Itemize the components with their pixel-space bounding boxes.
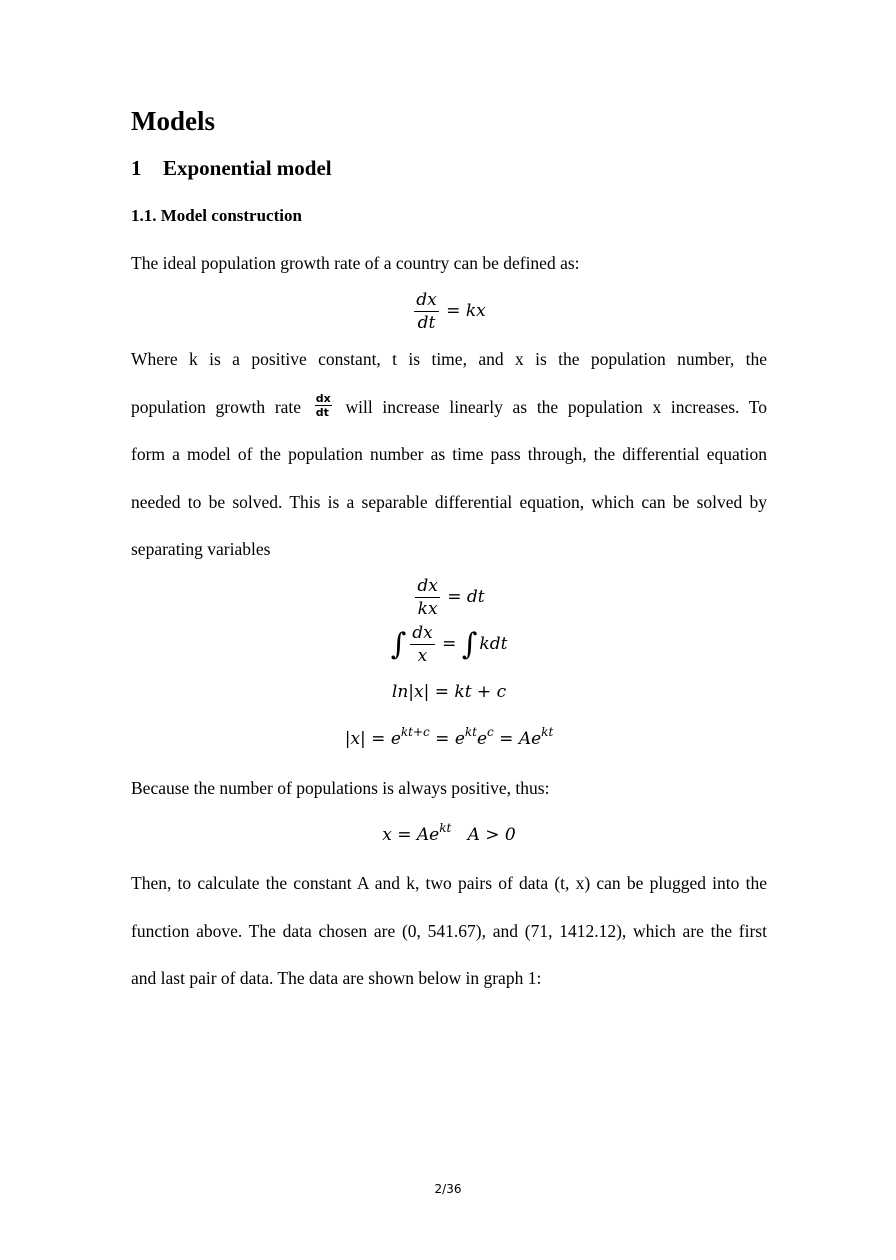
paragraph-line-with-fraction — [131, 384, 767, 432]
equation-integral — [131, 622, 767, 667]
equals-sign: = — [442, 634, 457, 654]
equation-log: ln|x| = kt + c — [391, 682, 507, 702]
paragraph-data — [131, 860, 767, 1003]
integral-sign: ∫ — [461, 626, 478, 662]
equation-rhs: = dt — [447, 587, 485, 607]
paragraph-line: Then, to calculate the constant A and k, two pairs of data (t, x) can be plugged into the — [131, 873, 767, 893]
equation-part: |x| = e — [344, 729, 401, 749]
exponent: kt — [541, 725, 554, 739]
exponent: c — [487, 725, 494, 739]
fraction-numerator: dx — [416, 290, 437, 310]
equation-part: e — [476, 729, 488, 749]
paragraph-line: needed to be solved. This is a separable differential equation, which can be solved by — [131, 491, 767, 512]
paragraph-line: The ideal population growth rate of a country can be defined as: — [131, 253, 580, 273]
equation-rhs: = kx — [446, 301, 486, 321]
equation-part: = e — [429, 729, 465, 749]
paragraph-line: Where k is a positive constant, t is time, and x is the population number, the — [131, 349, 767, 369]
inline-fraction — [315, 392, 332, 419]
text-segment: population growth rate — [131, 396, 302, 417]
equation-exponential — [131, 725, 767, 749]
equation-separated — [131, 575, 767, 620]
text-segment: will increase linearly as the population x increases. To — [345, 396, 768, 417]
paragraph-line: Because the number of populations is always positive, thus: — [131, 778, 550, 798]
paragraph-positive — [131, 765, 767, 813]
equation-part: = Ae — [493, 729, 542, 749]
equation-rhs: kdt — [479, 634, 508, 654]
exponent: kt — [439, 821, 452, 835]
fraction-numerator: dx — [417, 576, 438, 596]
paragraph-line: form a model of the population number as time pass through, the differential equation — [131, 444, 767, 464]
equation-growth-rate — [131, 289, 767, 334]
integral-sign: ∫ — [390, 626, 407, 662]
paragraph-line: and last pair of data. The data are shown below in graph 1: — [131, 968, 542, 988]
fraction-denominator: dt — [417, 313, 436, 333]
fraction — [415, 575, 439, 620]
subsection-heading: 1.1. Model construction — [131, 206, 302, 225]
paragraph-line: separating variables — [131, 539, 271, 559]
section-heading — [131, 154, 332, 182]
section-number: 1 — [131, 156, 142, 180]
fraction-numerator: dx — [315, 391, 331, 405]
paragraph-line: function above. The data chosen are (0, 541.67), and (71, 1412.12), which are the first — [131, 920, 767, 941]
exponent: kt — [464, 725, 477, 739]
fraction-numerator: dx — [412, 623, 433, 643]
exponent: kt+c — [400, 725, 430, 739]
paragraph-intro — [131, 240, 767, 288]
fraction-denominator: x — [417, 646, 428, 666]
equation-condition: A > 0 — [467, 825, 516, 845]
equation-solution — [131, 821, 767, 845]
paragraph-explanation — [131, 336, 767, 574]
page-number: 2/36 — [434, 1182, 462, 1196]
fraction-denominator: kx — [417, 599, 438, 619]
equation-part: x = Ae — [382, 825, 440, 845]
page-title: Models — [131, 106, 215, 136]
fraction — [410, 622, 434, 667]
fraction-denominator: dt — [315, 405, 329, 419]
section-title: Exponential model — [163, 156, 332, 180]
fraction — [414, 289, 438, 334]
